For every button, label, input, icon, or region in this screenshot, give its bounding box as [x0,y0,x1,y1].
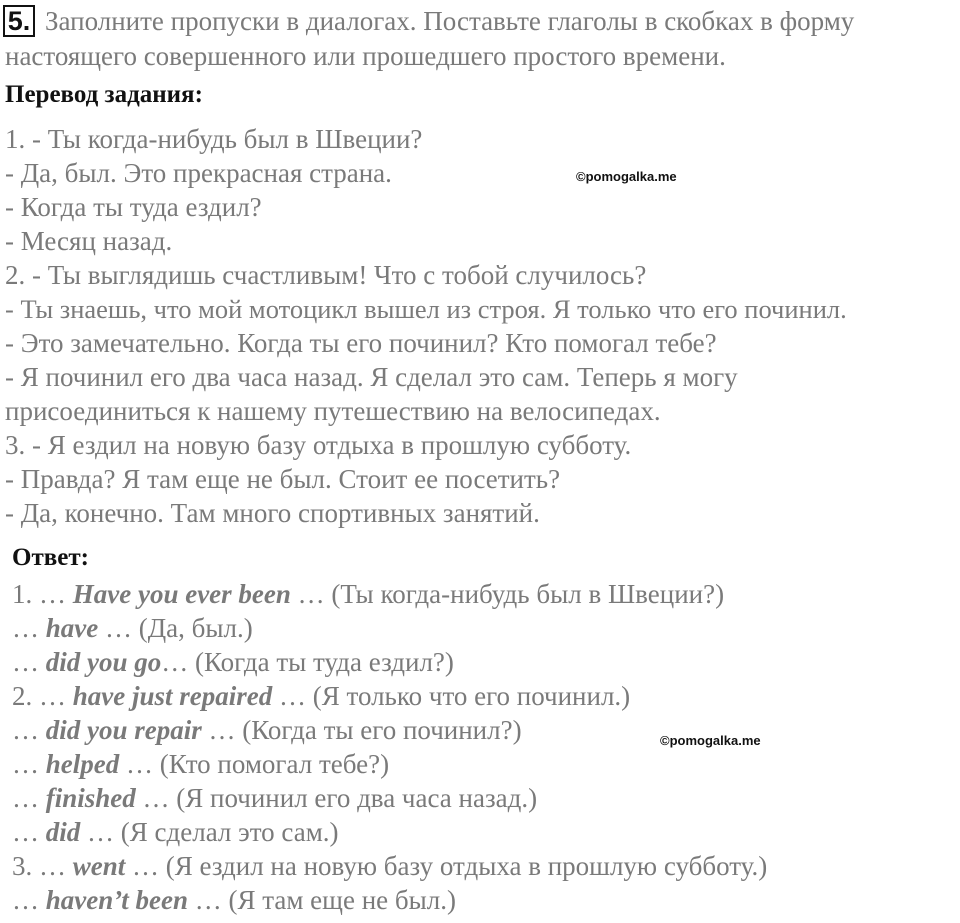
answer-line [12,816,339,848]
answer-line [12,578,724,610]
translation-line: присоединиться к нашему путешествию на велосипедах. [5,396,661,426]
translation-line: - Это замечательно. Когда ты его починил? Кто помогал тебе? [5,328,717,358]
answer-translation: … (Я только что его починил.) [272,681,631,711]
watermark-text: ©pomogalka.me [660,733,761,748]
translation-line: 1. - Ты когда-нибудь был в Швеции? [5,124,423,154]
answer-prefix: 3. … [12,851,73,881]
answer-heading: Ответ: [12,544,89,571]
answer-prefix: … [12,817,46,847]
translation-line: - Ты знаешь, что мой мотоцикл вышел из строя. Я только что его починил. [5,294,847,324]
answer-line [12,714,522,746]
translation-line: - Я починил его два часа назад. Я сделал это сам. Теперь я могу [5,362,738,392]
answer-verb: have just repaired [72,681,273,711]
answer-verb: have [45,613,99,643]
answer-verb: went [72,851,126,881]
answer-translation: … (Да, был.) [98,613,253,643]
answer-verb: did you repair [45,715,202,745]
answer-line [12,884,456,916]
answer-verb: haven’t been [45,885,188,915]
translation-line: - Да, конечно. Там много спортивных занятий. [5,498,540,528]
translation-line: 2. - Ты выглядишь счастливым! Что с тобой случилось? [5,260,647,290]
translation-line: 3. - Я ездил на новую базу отдыха в прошлую субботу. [5,430,632,460]
answer-prefix: 2. … [12,681,73,711]
answer-translation: … (Я там еще не был.) [187,885,456,915]
answer-translation: … (Когда ты туда ездил?) [161,647,454,677]
answer-prefix: … [12,885,46,915]
answer-verb: did [45,817,81,847]
answer-translation: … (Я сделал это сам.) [80,817,339,847]
answer-prefix: 1. … [12,579,73,609]
answer-verb: helped [45,749,120,779]
translation-heading: Перевод задания: [5,81,203,108]
task-instruction-line-2: настоящего совершенного или прошедшего простого времени. [5,41,726,71]
task-number-box: 5. [3,5,35,37]
translation-line: - Месяц назад. [5,226,173,256]
answer-prefix: … [12,783,46,813]
answer-line [12,782,537,814]
answer-translation: … (Я починил его два часа назад.) [135,783,538,813]
answer-line [12,850,767,882]
answer-translation: … (Кто помогал тебе?) [119,749,390,779]
translation-line: - Да, был. Это прекрасная страна. [5,158,392,188]
answer-line [12,680,630,712]
answer-prefix: … [12,749,46,779]
translation-line: - Когда ты туда ездил? [5,192,262,222]
answer-prefix: … [12,647,46,677]
answer-verb: finished [45,783,136,813]
answer-translation: … (Когда ты его починил?) [201,715,522,745]
watermark-text: ©pomogalka.me [576,169,677,184]
answer-prefix: … [12,715,46,745]
task-instruction-line-1: Заполните пропуски в диалогах. Поставьте глаголы в скобках в форму [45,6,855,36]
answer-prefix: … [12,613,46,643]
answer-line [12,646,454,678]
translation-line: - Правда? Я там еще не был. Стоит ее посетить? [5,464,561,494]
answer-translation: … (Я ездил на новую базу отдыха в прошлую субботу.) [125,851,768,881]
answer-line [12,612,253,644]
answer-translation: … (Ты когда-нибудь был в Швеции?) [290,579,725,609]
answer-verb: Have you ever been [72,579,291,609]
answer-verb: did you go [45,647,162,677]
answer-line [12,748,389,780]
